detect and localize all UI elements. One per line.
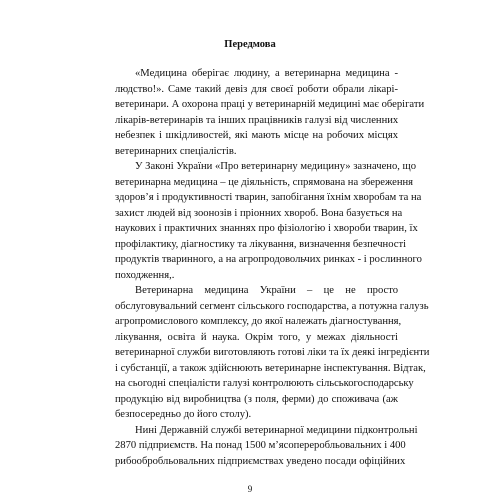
text-line: Ветеринарна медицина України – це не просто <box>135 285 398 296</box>
text-line: «Медицина оберігає людину, а ветеринарна медицина - <box>135 68 398 79</box>
text-line: ветеринарна медицина – це діяльність, спрямована на збереження <box>115 176 414 188</box>
text-line: наукових і практичних знаннях про фізіологію і хвороби тварин, їх <box>115 223 418 234</box>
text-line: ветеринари. А охорона праці у ветеринарній медицині має оберігати <box>115 99 425 110</box>
text-line: на сьогодні спеціалісти галузі контролюють сільськогосподарську <box>115 378 414 389</box>
text-line: людство!». Саме такий девіз для своєї роботи обрали лікарі- <box>115 83 398 95</box>
paragraph-2 <box>115 159 422 283</box>
text-line: лікарів-ветеринарів та інших працівників галузі від численних <box>115 114 399 126</box>
text-line: і субстанції, а також здійснюють ветеринарне інспектування. Відтак, <box>115 362 426 374</box>
text-line: профілактику, діагностику та лікування, визначення безпечності <box>115 238 407 250</box>
text-line: продукцію від виробництва (з поля, ферми) до споживача (аж <box>115 393 398 405</box>
text-line: небезпек і шкідливостей, які мають місце на робочих місцях <box>115 130 398 141</box>
paragraph-1 <box>115 66 425 159</box>
text-line: ветеринарних спеціалістів. <box>115 145 237 157</box>
text-line: походження,. <box>115 269 175 281</box>
text-line: Нині Державній службі ветеринарної медицини підконтрольні <box>135 424 418 436</box>
text-line: рибообробльовальних підприємствах уведено посади офіційних <box>115 455 406 467</box>
document-body <box>115 66 430 469</box>
text-line: безпосередньо до його столу). <box>115 409 252 420</box>
text-line: продуктів тваринного, а на агропродовольчих ринках - і рослинного <box>115 254 422 265</box>
paragraph-3 <box>115 283 430 423</box>
page-number: 9 <box>247 484 253 494</box>
text-line: здоров’я і продуктивності тварин, запобігання їхнім хворобам та на <box>115 192 422 203</box>
text-line: У Законі України «Про ветеринарну медицину» зазначено, що <box>135 161 416 172</box>
text-line: лікування, освіта й наука. Окрім того, у межах діяльності <box>115 331 398 343</box>
text-line: ветеринарної служби виготовляють готові ліки та їх деякі інгредієнти <box>115 347 430 358</box>
text-line: 2870 підприємств. На понад 1500 м’ясопереробльовальних і 400 <box>115 440 406 451</box>
page-title: Передмова <box>224 39 276 50</box>
text-line: обслуговувальний сегмент сільського господарства, а потужна галузь <box>115 300 429 312</box>
text-line: агропромислового комплексу, до якої належать діагностування, <box>115 316 402 327</box>
text-line: захист людей від зоонозів і пріонних хвороб. Вона базується на <box>115 207 403 219</box>
paragraph-4 <box>115 423 418 470</box>
